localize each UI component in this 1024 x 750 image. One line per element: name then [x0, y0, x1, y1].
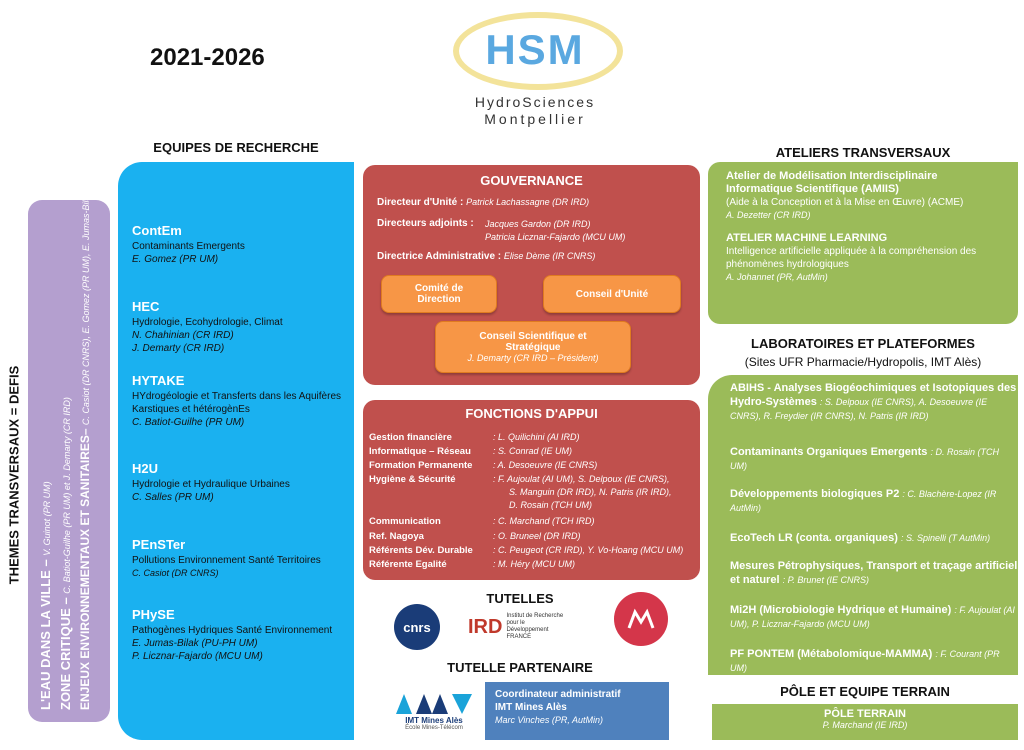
support-row: Hygiène & Sécurité : F. Aujoulat (AI UM), S. Delpoux (IE CNRS),: [369, 474, 670, 485]
theme-critical-zone: ZONE CRITIQUE – C. Batiot-Guilhe (PR UM) et J. Demarty (CR IRD): [58, 397, 73, 710]
support-title: FONCTIONS D'APPUI: [465, 406, 598, 421]
coordinator-box: Coordinateur administratif IMT Mines Alès Marc Vinches (PR, AutMin): [485, 682, 669, 740]
deputy-1: Jacques Gardon (DR IRD): [485, 219, 591, 229]
scientific-council-box: Conseil Scientifique et Stratégique J. Demarty (CR IRD – Président): [435, 321, 631, 373]
support-row: Informatique – Réseau : S. Conrad (IE UM): [369, 446, 573, 457]
theme-city: L'EAU DANS LA VILLE – V. Guinot (PR UM): [38, 481, 53, 710]
terrain-box: PÔLE TERRAIN P. Marchand (IE IRD): [712, 704, 1018, 740]
committee-box: Comité de Direction: [381, 275, 497, 313]
teams-header: EQUIPES DE RECHERCHE: [153, 140, 319, 155]
team-hec: HEC Hydrologie, Ecohydrologie, Climat N. Chahinian (CR IRD) J. Demarty (CR IRD): [132, 299, 283, 354]
admin-row: Directrice Administrative : Elise Dème (IR CNRS): [377, 251, 596, 262]
themes-label: THEMES TRANSVERSAUX = DEFIS: [6, 365, 22, 585]
logo-acronym: HSM: [485, 26, 585, 73]
ird-logo: IRD Institut de Recherche pour le Développement FRANCE: [468, 613, 564, 640]
governance-title: GOUVERNANCE: [480, 173, 583, 188]
support-row: Formation Permanente : A. Desoeuvre (IE CNRS): [369, 460, 598, 471]
unit-council-box: Conseil d'Unité: [543, 275, 681, 313]
tutelles-header: TUTELLES: [486, 591, 554, 606]
research-teams-panel: [118, 162, 354, 740]
deputy-2: Patricia Licznar-Fajardo (MCU UM): [485, 232, 626, 242]
team-contem: ContEm Contaminants Emergents E. Gomez (PR UM): [132, 223, 245, 265]
labs-header: LABORATOIRES ET PLATEFORMES: [751, 336, 975, 351]
lab-p2: Développements biologiques P2 : C. Blachère-Lopez (IR AutMin): [730, 488, 997, 513]
director-row: Directeur d'Unité : Patrick Lachassagne (DR IRD): [377, 197, 590, 208]
team-h2u: H2U Hydrologie et Hydraulique Urbaines C. Salles (PR UM): [132, 461, 290, 503]
deputies-label: Directeurs adjoints :: [377, 218, 474, 229]
hsm-logo: [445, 10, 635, 128]
labs-sites: (Sites UFR Pharmacie/Hydropolis, IMT Alès): [744, 355, 982, 369]
um-mark-icon: [626, 608, 656, 630]
themes-box: [28, 138, 110, 722]
cnrs-logo: cnrs: [394, 604, 440, 650]
partner-header: TUTELLE PARTENAIRE: [447, 660, 593, 675]
lab-coe: Contaminants Organiques Emergents : D. Rosain (TCH UM): [730, 446, 1000, 471]
lab-mi2h: Mi2H (Microbiologie Hydrique et Humaine) : F. Aujoulat (AI UM), P. Licznar-Fajardo (MCU UM): [730, 604, 1015, 629]
support-row: Ref. Nagoya : O. Bruneel (DR IRD): [369, 531, 581, 542]
terrain-header: PÔLE ET EQUIPE TERRAIN: [780, 684, 950, 699]
team-hytake: HYTAKE HYdrogéologie et Transferts dans les Aquifères Karstiques et hétérogènEs C. Batiot-Guilhe (PR UM): [132, 373, 342, 428]
support-row: Référente Egalité : M. Héry (MCU UM): [369, 559, 575, 570]
logo-line1: HydroSciences: [474, 94, 596, 110]
lab-abihs: ABIHS - Analyses Biogéochimiques et Isotopiques des Hydro-Systèmes : S. Delpoux (IE CNRS), A. Desoeuvre (IE CNRS), R. Freydier (IR CNRS), N. Patris (IR IRD): [730, 382, 1017, 421]
support-row: Référents Dév. Durable : C. Peugeot (CR IRD), Y. Vo-Hoang (MCU UM): [369, 545, 684, 556]
workshops-panel: Atelier de Modélisation Interdisciplinaire Informatique Scientifique (AMIIS) (Aide à la Conception et à la Mise en Œuvre) (ACME) A. Dezetter (CR IRD) ATELIER MACHINE LEARNING Intelligence artificielle appliquée à la compréhension des phénomènes hydrologiques A. Johannet (PR, AutMin): [708, 162, 1018, 324]
theme-env-health: ENJEUX ENVIRONNEMENTAUX ET SANITAIRES– C. Casiot (DR CNRS), E. Gomez (PR UM), E. Jumas-Bilak (PU-PH UM): [78, 138, 92, 710]
imt-logo: IMT Mines Alès École Mines-Télécom: [392, 682, 476, 740]
team-penster: PEnSTer Pollutions Environnement Santé Territoires C. Casiot (DR CNRS): [132, 537, 321, 578]
governance-panel: [363, 165, 700, 385]
logo-line2: Montpellier: [484, 111, 586, 127]
um-logo: [614, 592, 668, 646]
support-panel: FONCTIONS D'APPUI Gestion financière : L. Quilichini (AI IRD) Informatique – Réseau : S. Conrad (IE UM) Formation Permanente : A. Desoeuvre (IE CNRS) Hygiène & Sécurité : F. Aujoulat (AI UM), S. Delpoux (IE CNRS), S. Manguin (DR IRD), N. Patris (IR IRD), D. Rosain (TCH UM) Communication : C. Marchand (TCH IRD) Ref. Nagoya : O. Bruneel (DR IRD) Référents Dév. Durable : C. Peugeot (CR IRD), Y. Vo-Hoang (MCU UM) Référente Egalité : M. Héry (MCU UM): [363, 400, 700, 580]
lab-petro: Mesures Pétrophysiques, Transport et traçage artificiel et naturel : P. Brunet (IE CNRS): [730, 560, 1018, 586]
period-title: 2021-2026: [150, 44, 265, 71]
support-row: Gestion financière : L. Quilichini (AI IRD): [369, 432, 580, 443]
lab-pontem: PF PONTEM (Métabolomique-MAMMA) : F. Courant (PR UM): [730, 648, 1000, 673]
workshops-header: ATELIERS TRANSVERSAUX: [775, 145, 951, 160]
support-row: Communication : C. Marchand (TCH IRD): [369, 516, 595, 527]
labs-panel: [708, 375, 1018, 675]
lab-ecotech: EcoTech LR (conta. organiques) : S. Spinelli (T AutMin): [730, 532, 991, 544]
imt-mark-icon: [394, 692, 474, 716]
team-physe: PHySE Pathogènes Hydriques Santé Environnement E. Jumas-Bilak (PU-PH UM) P. Licznar-Fajardo (MCU UM): [132, 607, 333, 662]
